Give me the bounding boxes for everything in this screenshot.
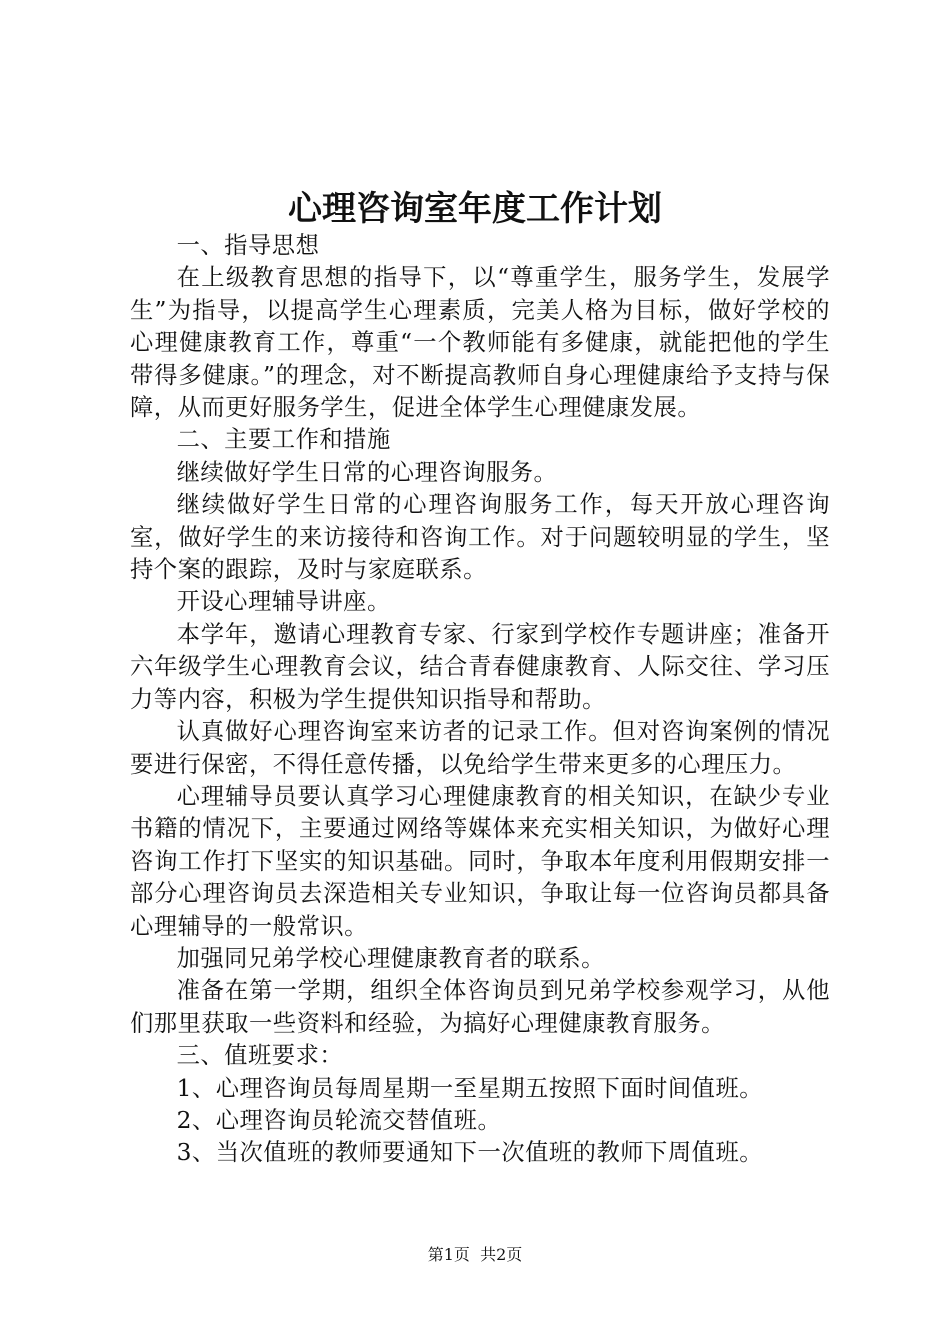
paragraph: 认真做好心理咨询室来访者的记录工作。但对咨询案例的情况要进行保密，不得任意传播，以免给学生带来更多的心理压力。 [130, 718, 830, 778]
page-number: 第1页 [427, 1245, 470, 1264]
list-item: 3、当次值班的教师要通知下一次值班的教师下周值班。 [176, 1139, 764, 1167]
section-heading-duty: 三、值班要求： [176, 1042, 344, 1070]
paragraph: 心理辅导员要认真学习心理健康教育的相关知识，在缺少专业书籍的情况下，主要通过网络等媒体来充实相关知识，为做好心理咨询工作打下坚实的知识基础。同时，争取本年度利用假期安排一部分心理咨询员去深造相关专业知识，争取让每一位咨询员都具备心理辅导的一般常识。 [130, 782, 830, 940]
paragraph: 继续做好学生日常的心理咨询服务工作，每天开放心理咨询室，做好学生的来访接待和咨询工作。对于问题较明显的学生，坚持个案的跟踪，及时与家庭联系。 [130, 491, 830, 584]
list-item: 2、心理咨询员轮流交替值班。 [176, 1106, 502, 1134]
page-total: 共2页 [480, 1245, 523, 1264]
page-footer [0, 1242, 950, 1268]
list-item: 1、心理咨询员每周星期一至星期五按照下面时间值班。 [176, 1074, 764, 1102]
section-heading-guiding-thought: 一、指导思想 [176, 232, 320, 259]
document-body [130, 230, 830, 1170]
paragraph-guiding-thought: 在上级教育思想的指导下，以“尊重学生，服务学生，发展学生”为指导，以提高学生心理素质，完美人格为目标，做好学校的心理健康教育工作，尊重“一个教师能有多健康，就能把他的学生带得多健康。”的理念，对不断提高教师自身心理健康给予支持与保障，从而更好服务学生，促进全体学生心理健康发展。 [130, 264, 830, 422]
document-title: 心理咨询室年度工作计划 [288, 189, 662, 229]
paragraph: 本学年，邀请心理教育专家、行家到学校作专题讲座；准备开六年级学生心理教育会议，结合青春健康教育、人际交往、学习压力等内容，积极为学生提供知识指导和帮助。 [130, 620, 830, 713]
paragraph-item-heading: 加强同兄弟学校心理健康教育者的联系。 [176, 944, 605, 972]
paragraph-item-heading: 继续做好学生日常的心理咨询服务。 [176, 458, 558, 486]
section-heading-main-work: 二、主要工作和措施 [176, 426, 391, 454]
paragraph: 准备在第一学期，组织全体咨询员到兄弟学校参观学习，从他们那里获取一些资料和经验，为搞好心理健康教育服务。 [130, 977, 830, 1037]
paragraph-item-heading: 开设心理辅导讲座。 [176, 588, 391, 616]
